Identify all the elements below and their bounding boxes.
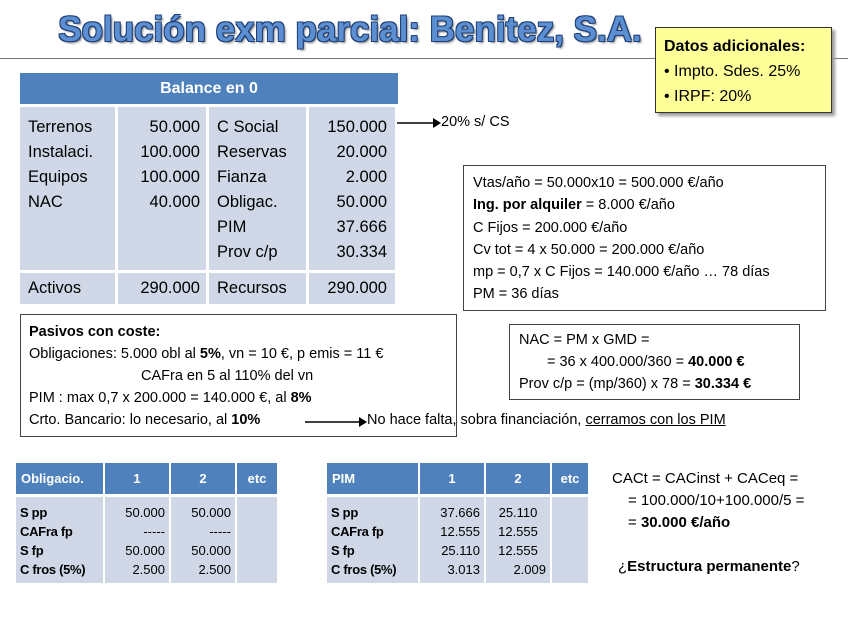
cact-result: 30.000 €/año (640, 514, 731, 531)
table-cell: ----- (171, 522, 235, 541)
table-cell: 2.009 (486, 560, 550, 583)
table-header: etc (552, 463, 588, 497)
balance-cell: NAC (28, 193, 63, 211)
no-hace-falta-text: No hace falta, sobra financiación, (367, 412, 586, 428)
balance-cell: Terrenos (28, 118, 93, 136)
balance-cell: 50.000 (149, 118, 200, 136)
table-cell (552, 560, 588, 583)
balance-cell: Obligac. (217, 193, 278, 211)
table-cell: 2.500 (105, 560, 169, 583)
ventas-line: C Fijos = 200.000 €/año (473, 219, 628, 236)
obligaciones-table (14, 463, 279, 583)
recursos-values (309, 107, 395, 270)
table-cell: 37.666 (420, 497, 484, 522)
table-cell (552, 522, 588, 541)
table-cell: 50.000 (105, 497, 169, 522)
table-cell: 25.110 (486, 497, 550, 522)
table-header: PIM (327, 463, 418, 497)
activos-labels (20, 107, 115, 270)
table-header: 2 (171, 463, 235, 497)
ventas-line: PM = 36 días (473, 286, 559, 303)
ventas-line: mp = 0,7 x C Fijos = 140.000 €/año … 78 días (473, 264, 770, 281)
table-row (16, 522, 277, 541)
ventas-line: Vtas/año = 50.000x10 = 500.000 €/año (473, 175, 724, 191)
table-cell: S pp (327, 497, 418, 522)
balance-header: Balance en 0 (20, 73, 398, 104)
cact-eq: = (628, 514, 641, 531)
table-cell: ----- (105, 522, 169, 541)
table-cell: 50.000 (171, 541, 235, 560)
cact-formula (612, 468, 804, 534)
table-row (16, 560, 277, 583)
pasivos-oblig-rest: , vn = 10 €, p emis = 11 € (220, 346, 384, 362)
table-header: Obligacio. (16, 463, 103, 497)
table-cell (552, 541, 588, 560)
balance-cell: Equipos (28, 168, 88, 186)
cs-note: 20% s/ CS (441, 114, 510, 130)
pasivos-cafra: CAFra en 5 al 110% del vn (141, 368, 314, 384)
total-activos-value: 290.000 (118, 273, 206, 304)
balance-totals (20, 273, 398, 304)
pregunta-close: ? (791, 558, 800, 575)
pasivos-pim-rate: 8% (290, 390, 312, 406)
table-row (327, 497, 588, 522)
balance-cell: Instalaci. (28, 143, 94, 161)
table-cell: CAFra fp (16, 522, 103, 541)
ventas-alquiler-label: Ing. por alquiler (473, 197, 582, 214)
table-cell: 50.000 (171, 497, 235, 522)
table-cell: CAFra fp (327, 522, 418, 541)
recursos-labels (209, 107, 306, 270)
balance-cell: 100.000 (140, 168, 200, 186)
datos-item: • Impto. Sdes. 25% (664, 63, 801, 80)
table-cell (237, 541, 277, 560)
balance-cell: 150.000 (327, 118, 387, 136)
table-header: 1 (105, 463, 169, 497)
arrow-icon (397, 117, 441, 129)
datos-item: • IRPF: 20% (664, 88, 752, 105)
table-cell: 12.555 (486, 522, 550, 541)
balance-cell: 100.000 (140, 143, 200, 161)
table-header: 1 (420, 463, 484, 497)
prov-result: 30.334 € (694, 376, 752, 392)
table-cell: C fros (5%) (327, 560, 418, 583)
nac-calc: = 36 x 400.000/360 = (547, 354, 689, 370)
table-cell: S pp (16, 497, 103, 522)
prov-calc: Prov c/p = (mp/360) x 78 = (519, 376, 695, 392)
table-cell: S fp (16, 541, 103, 560)
table-cell (237, 522, 277, 541)
activos-values (118, 107, 206, 270)
total-recursos-label: Recursos (209, 273, 306, 304)
no-hace-falta-note (367, 412, 726, 428)
pregunta-text: Estructura permanente (627, 558, 792, 575)
balance-cell: 40.000 (149, 193, 200, 211)
pasivos-oblig-rate: 5% (199, 346, 221, 362)
balance-cell: Reservas (217, 143, 287, 161)
table-cell: 3.013 (420, 560, 484, 583)
pregunta-open: ¿ (618, 558, 628, 575)
cerramos-pim-text: cerramos con los PIM (585, 412, 726, 428)
table-cell: 2.500 (171, 560, 235, 583)
balance-cell: C Social (217, 118, 279, 136)
ventas-line: Cv tot = 4 x 50.000 = 200.000 €/año (473, 241, 705, 258)
datos-heading: Datos adicionales: (664, 38, 806, 55)
cact-line: CACt = CACinst + CACeq = (612, 470, 799, 487)
pasivos-heading: Pasivos con coste: (29, 324, 161, 340)
table-cell: S fp (327, 541, 418, 560)
balance-cell: 50.000 (336, 193, 387, 211)
pasivos-pim: PIM : max 0,7 x 200.000 = 140.000 €, al (29, 390, 291, 406)
arrow-icon (305, 416, 367, 428)
table-cell: 25.110 (420, 541, 484, 560)
table-cell (552, 497, 588, 522)
pim-table (325, 463, 590, 583)
table-header: 2 (486, 463, 550, 497)
table-row (16, 541, 277, 560)
table-row (327, 560, 588, 583)
nac-line: NAC = PM x GMD = (519, 332, 650, 348)
total-recursos-value: 290.000 (309, 273, 395, 304)
pasivos-credito: Crto. Bancario: lo necesario, al (29, 412, 232, 428)
nac-box (509, 324, 800, 400)
balance-cell: 37.666 (336, 218, 387, 236)
balance-cell: 2.000 (345, 168, 387, 186)
total-activos-label: Activos (20, 273, 115, 304)
pregunta-estructura (618, 556, 800, 578)
balance-table (20, 73, 398, 304)
table-row (327, 541, 588, 560)
table-cell: 50.000 (105, 541, 169, 560)
balance-cell: 30.334 (336, 243, 387, 261)
balance-cell: Fianza (217, 168, 267, 186)
pasivos-credito-rate: 10% (231, 412, 261, 428)
page-title: Solución exm parcial: Benitez, S.A. (58, 10, 642, 49)
nac-result: 40.000 € (688, 354, 745, 370)
table-header: etc (237, 463, 277, 497)
table-row (327, 522, 588, 541)
balance-cell: Prov c/p (217, 243, 278, 261)
table-cell (237, 560, 277, 583)
table-cell: 12.555 (420, 522, 484, 541)
table-cell (237, 497, 277, 522)
balance-cell: 20.000 (336, 143, 387, 161)
pasivos-oblig: Obligaciones: 5.000 obl al (29, 346, 200, 362)
ventas-box (463, 165, 826, 311)
table-cell: 12.555 (486, 541, 550, 560)
table-cell: C fros (5%) (16, 560, 103, 583)
balance-cell: PIM (217, 218, 247, 236)
table-row (16, 497, 277, 522)
datos-adicionales-box (655, 27, 832, 113)
ventas-alquiler-value: = 8.000 €/año (581, 197, 675, 214)
cact-line: = 100.000/10+100.000/5 = (628, 492, 805, 509)
